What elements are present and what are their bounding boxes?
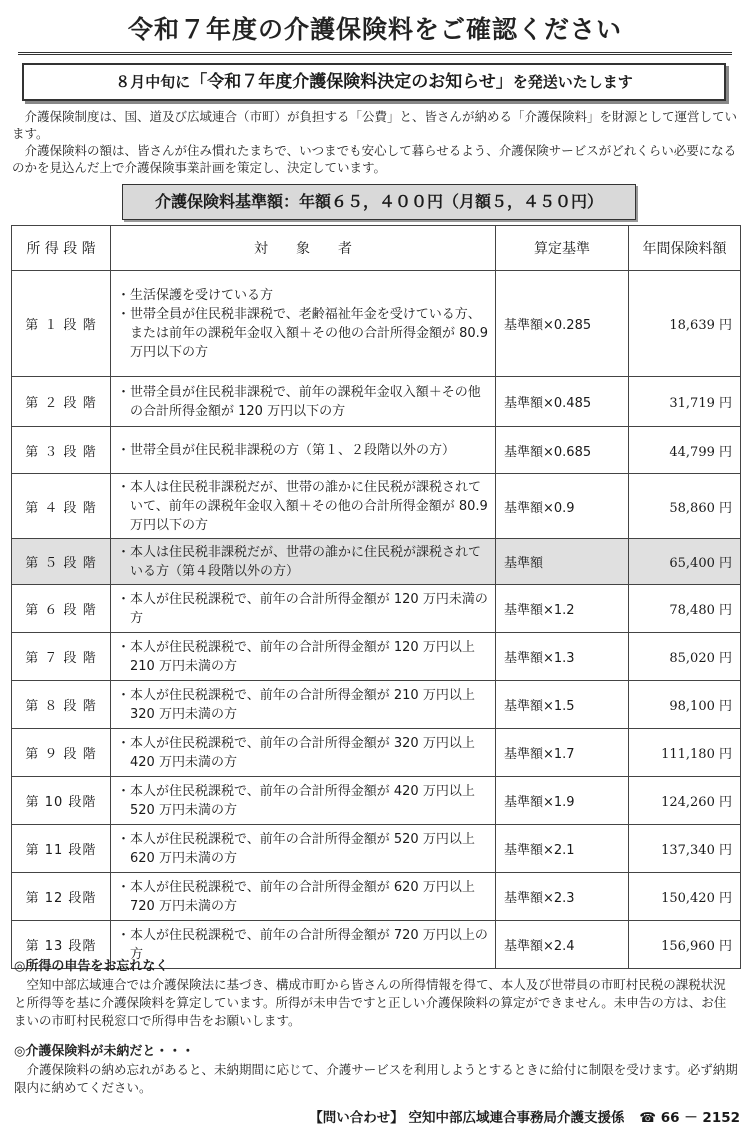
basis-cell: 基準額×0.9	[496, 474, 629, 539]
income-declaration-note	[14, 958, 738, 1030]
target-cell	[111, 427, 496, 474]
table-header-row	[12, 226, 741, 271]
table-row	[12, 681, 741, 729]
announce-prefix: ８月中旬に	[115, 73, 191, 91]
contact-dept: 空知中部広域連合事務局介護支援係	[408, 1110, 625, 1126]
target-line: ・本人が住民税課税で、前年の合計所得金額が 120 万円以上 210 万円未満の方	[117, 639, 475, 674]
page-title: 令和７年度の介護保険料をご確認ください	[18, 8, 732, 55]
fee-cell: 98,100 円	[629, 681, 741, 729]
table-row	[12, 729, 741, 777]
tier-cell: 第 13 段階	[12, 921, 111, 969]
tier-cell: 第 12 段階	[12, 873, 111, 921]
target-line: ・本人が住民税課税で、前年の合計所得金額が 210 万円以上 320 万円未満の方	[117, 687, 475, 722]
fee-cell: 85,020 円	[629, 633, 741, 681]
table-row-highlighted	[12, 539, 741, 585]
basis-cell: 基準額×2.1	[496, 825, 629, 873]
fee-cell: 150,420 円	[629, 873, 741, 921]
fee-cell: 78,480 円	[629, 585, 741, 633]
premium-table	[11, 225, 741, 969]
target-cell	[111, 539, 496, 585]
tier-cell: 第 ６ 段 階	[12, 585, 111, 633]
fee-cell: 124,260 円	[629, 777, 741, 825]
fee-cell: 58,860 円	[629, 474, 741, 539]
basis-cell: 基準額×1.9	[496, 777, 629, 825]
tier-cell: 第 ３ 段 階	[12, 427, 111, 474]
header-target: 対 象 者	[111, 226, 496, 271]
target-line: ・本人が住民税課税で、前年の合計所得金額が 720 万円以上の方	[117, 927, 488, 962]
target-line: ・本人が住民税課税で、前年の合計所得金額が 120 万円未満の方	[117, 591, 488, 626]
target-line: ・本人が住民税課税で、前年の合計所得金額が 420 万円以上 520 万円未満の方	[117, 783, 475, 818]
target-line: ・本人が住民税課税で、前年の合計所得金額が 520 万円以上 620 万円未満の方	[117, 831, 475, 866]
table-row	[12, 271, 741, 377]
target-line: ・本人は住民税非課税だが、世帯の誰かに住民税が課税されていて、前年の課税年金収入額＋その他の合計所得金額が 80.9 万円以下の方	[117, 479, 488, 533]
target-line: ・本人は住民税非課税だが、世帯の誰かに住民税が課税されている方（第４段階以外の方）	[117, 544, 482, 579]
tier-cell: 第 １ 段 階	[12, 271, 111, 377]
basis-cell: 基準額×0.685	[496, 427, 629, 474]
target-line: ・本人が住民税課税で、前年の合計所得金額が 320 万円以上 420 万円未満の方	[117, 735, 475, 770]
tier-cell: 第 ９ 段 階	[12, 729, 111, 777]
basis-cell: 基準額	[496, 539, 629, 585]
tier-cell: 第 11 段階	[12, 825, 111, 873]
tier-cell: 第 10 段階	[12, 777, 111, 825]
announcement-banner	[22, 63, 726, 101]
target-cell	[111, 377, 496, 427]
note-body: 介護保険料の納め忘れがあると、未納期間に応じて、介護サービスを利用しようとするときに給付に制限を受けます。必ず納期限内に納めてください。	[14, 1062, 738, 1095]
basis-cell: 基準額×0.285	[496, 271, 629, 377]
basis-cell: 基準額×1.3	[496, 633, 629, 681]
contact-label: 【問い合わせ】	[309, 1110, 404, 1126]
basis-cell: 基準額×2.3	[496, 873, 629, 921]
fee-cell: 44,799 円	[629, 427, 741, 474]
phone-icon: ☎	[639, 1110, 657, 1126]
table-row	[12, 427, 741, 474]
intro-paragraph-2: 介護保険料の額は、皆さんが住み慣れたまちで、いつまでも安心して暮らせるよう、介護保険サービスがどれくらい必要になるのかを見込んだ上で介護保険事業計画を策定し、決定しています。	[12, 143, 737, 175]
contact-phone: 66 － 2152	[660, 1110, 740, 1126]
note-body: 空知中部広域連合では介護保険法に基づき、構成市町から皆さんの所得情報を得て、本人及び世帯員の市町村民税の課税状況と所得等を基に介護保険料を算定しています。所得が未申告ですと正しい介護保険料の算定ができません。未申告の方は、お住まいの市町村民税窓口で所得申告をお願いします。	[14, 977, 727, 1028]
target-cell	[111, 873, 496, 921]
standard-amount-box: 介護保険料基準額：年額６５，４００円（月額５，４５０円）	[122, 184, 636, 220]
fee-cell: 111,180 円	[629, 729, 741, 777]
table-row	[12, 777, 741, 825]
tier-cell: 第 ２ 段 階	[12, 377, 111, 427]
basis-cell: 基準額×1.2	[496, 585, 629, 633]
tier-cell: 第 ５ 段 階	[12, 539, 111, 585]
basis-cell: 基準額×0.485	[496, 377, 629, 427]
fee-cell: 65,400 円	[629, 539, 741, 585]
table-row	[12, 633, 741, 681]
table-row	[12, 873, 741, 921]
intro-paragraph-1: 介護保険制度は、国、道及び広域連合（市町）が負担する「公費」と、皆さんが納める「介護保険料」を財源として運営しています。	[12, 109, 738, 141]
tier-cell: 第 ８ 段 階	[12, 681, 111, 729]
announce-suffix: を発送いたします	[512, 73, 633, 91]
target-cell	[111, 271, 496, 377]
table-row	[12, 825, 741, 873]
target-cell	[111, 681, 496, 729]
target-line: ・世帯全員が住民税非課税の方（第１、２段階以外の方）	[117, 442, 456, 458]
target-cell	[111, 825, 496, 873]
target-line: ・本人が住民税課税で、前年の合計所得金額が 620 万円以上 720 万円未満の方	[117, 879, 475, 914]
announce-highlight: 「令和７年度介護保険料決定のお知らせ」	[190, 72, 513, 92]
target-line: ・生活保護を受けている方	[117, 287, 274, 303]
header-basis: 算定基準	[496, 226, 629, 271]
fee-cell: 137,340 円	[629, 825, 741, 873]
target-cell	[111, 474, 496, 539]
target-line: ・世帯全員が住民税非課税で、老齢福祉年金を受けている方、または前年の課税年金収入額＋その他の合計所得金額が 80.9 万円以下の方	[117, 306, 489, 360]
note-heading: ◎介護保険料が未納だと・・・	[14, 1044, 195, 1059]
note-heading: ◎所得の申告をお忘れなく	[14, 959, 169, 974]
target-line: ・世帯全員が住民税非課税で、前年の課税年金収入額＋その他の合計所得金額が 120 万円以下の方	[117, 384, 481, 419]
unpaid-note	[14, 1043, 738, 1097]
basis-cell: 基準額×1.7	[496, 729, 629, 777]
basis-cell: 基準額×2.4	[496, 921, 629, 969]
contact-info	[240, 1108, 740, 1128]
target-cell	[111, 633, 496, 681]
tier-cell: 第 ４ 段 階	[12, 474, 111, 539]
tier-cell: 第 ７ 段 階	[12, 633, 111, 681]
fee-cell: 18,639 円	[629, 271, 741, 377]
target-cell	[111, 777, 496, 825]
intro-text	[12, 108, 738, 176]
target-cell	[111, 585, 496, 633]
fee-cell: 156,960 円	[629, 921, 741, 969]
fee-cell: 31,719 円	[629, 377, 741, 427]
table-row	[12, 585, 741, 633]
target-cell	[111, 729, 496, 777]
header-fee: 年間保険料額	[629, 226, 741, 271]
header-tier: 所 得 段 階	[12, 226, 111, 271]
basis-cell: 基準額×1.5	[496, 681, 629, 729]
table-row	[12, 377, 741, 427]
table-row	[12, 474, 741, 539]
